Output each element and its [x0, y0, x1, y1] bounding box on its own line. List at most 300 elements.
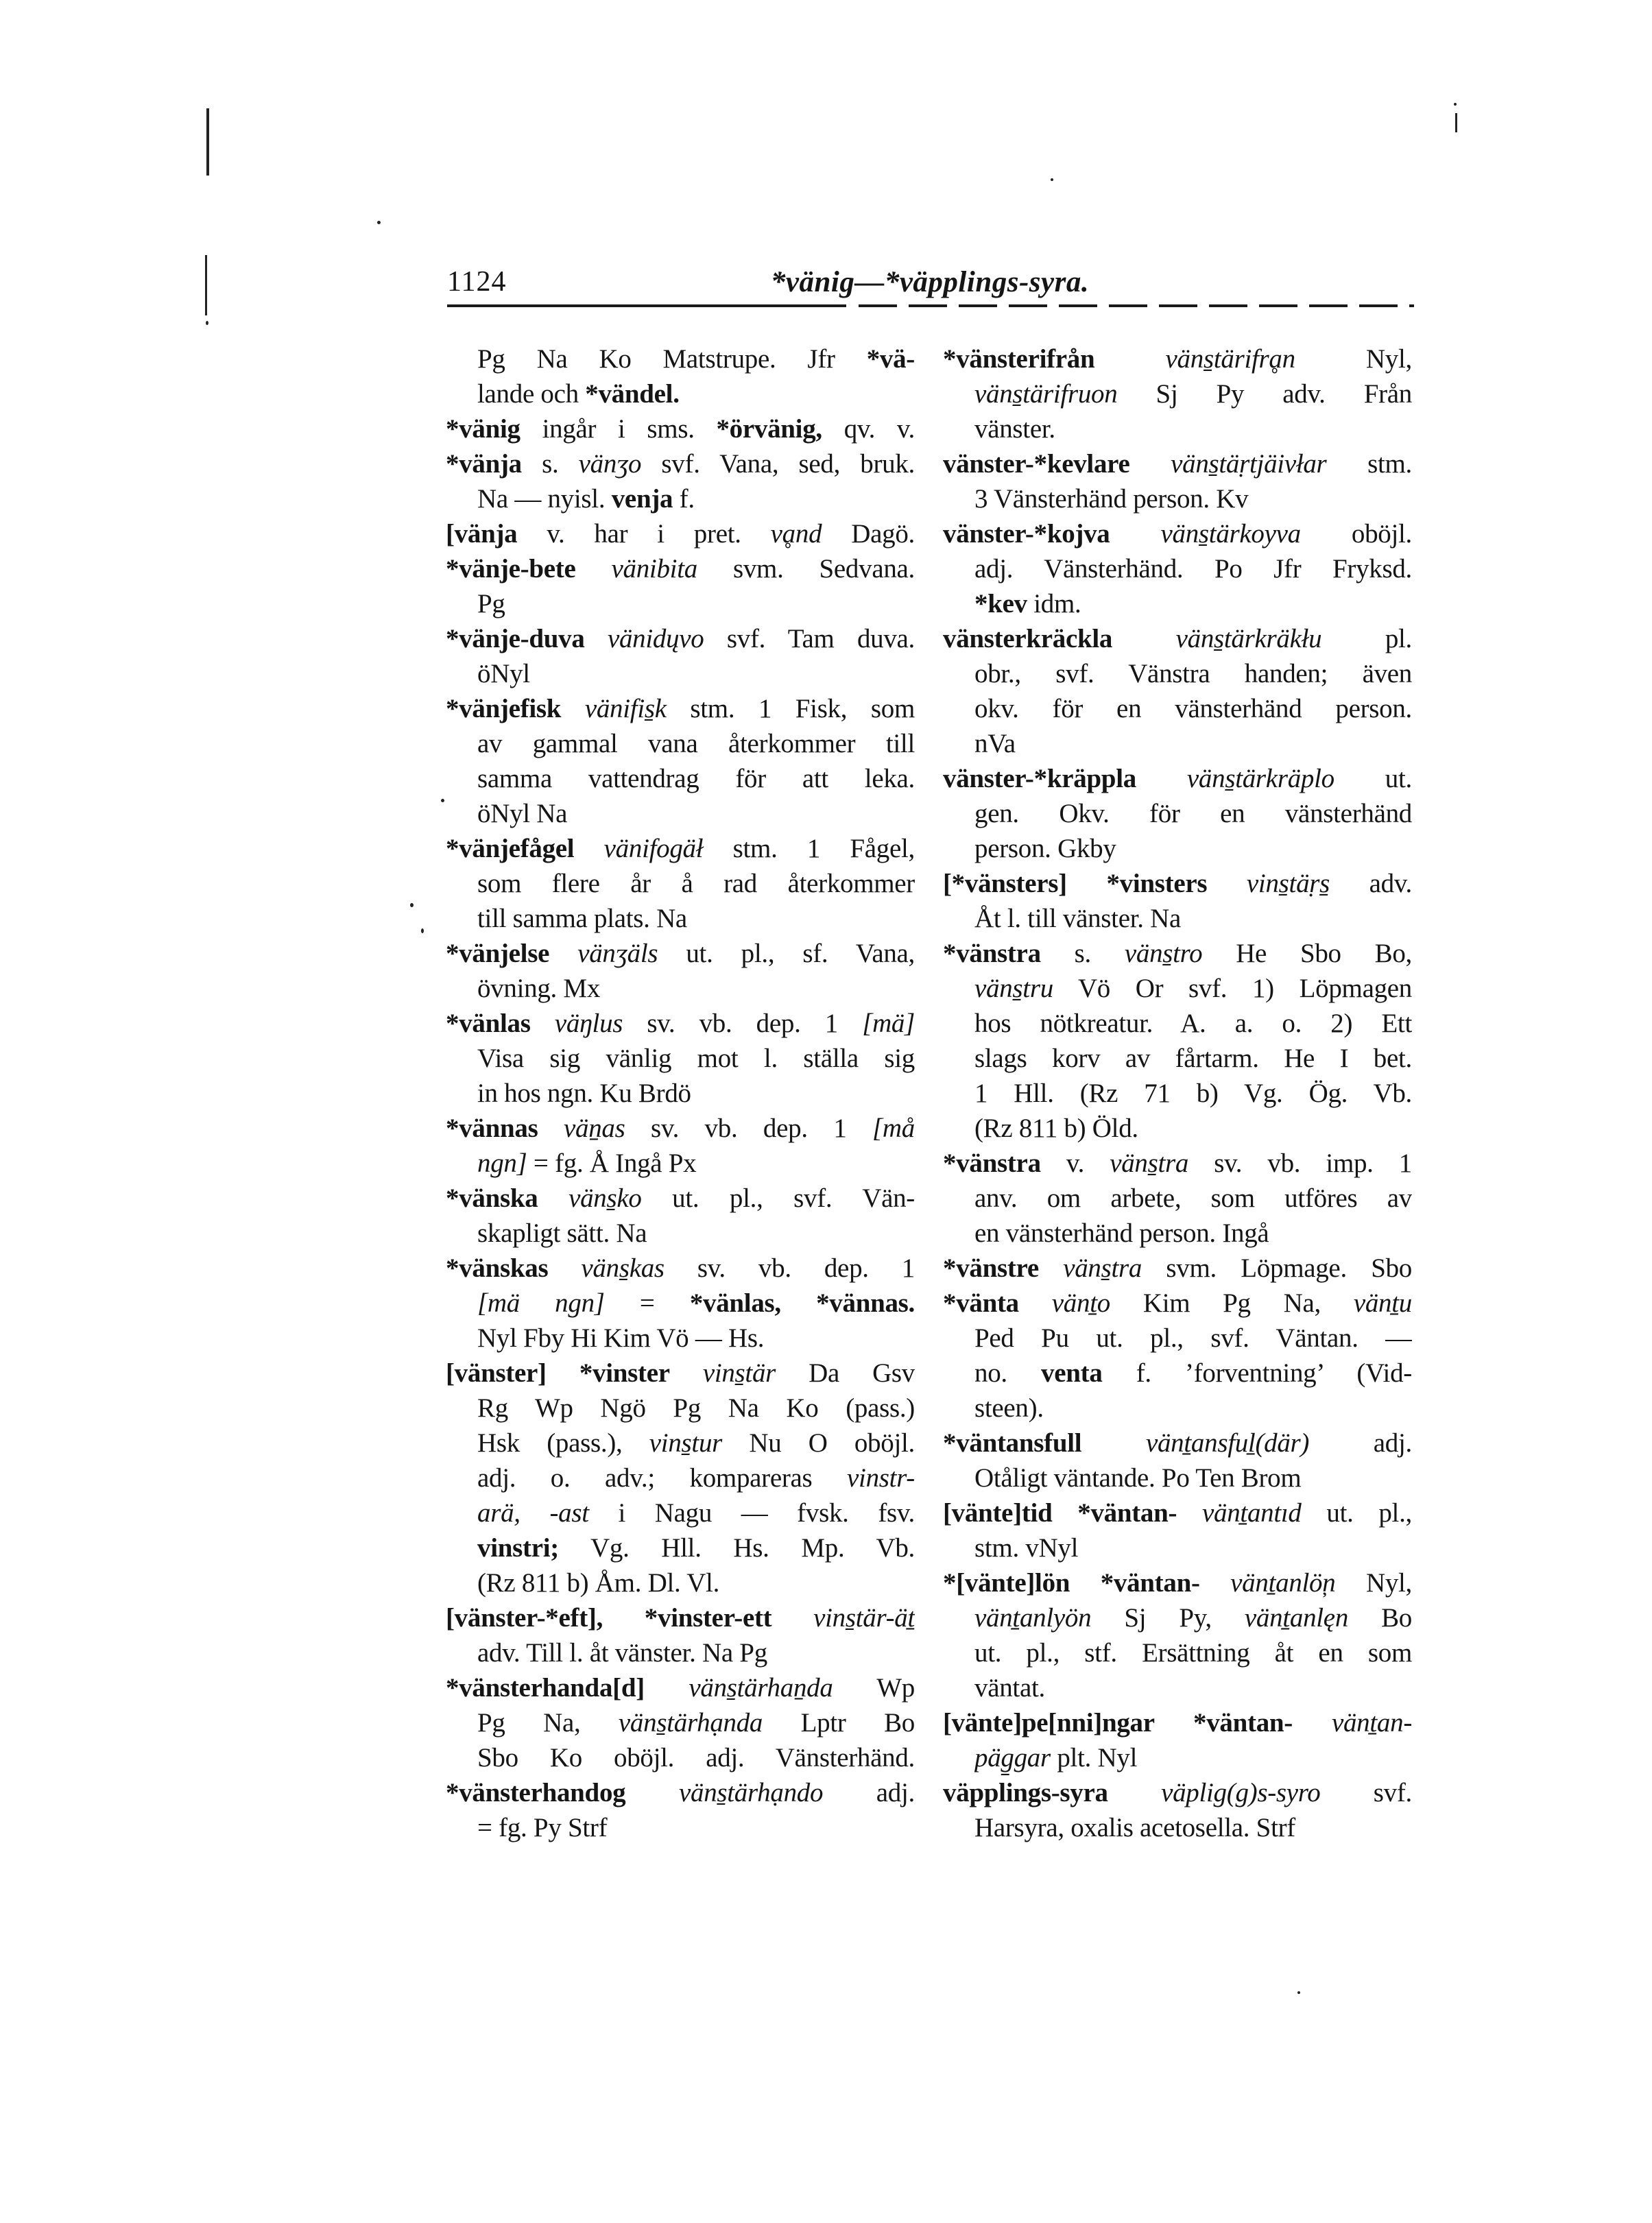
entry-line: [974, 901, 1412, 936]
entry-line: [974, 1635, 1412, 1670]
entry-line: [477, 1740, 915, 1775]
headword-text: *vänsterifrån: [943, 344, 1095, 374]
body-text: [1136, 764, 1187, 793]
entry-line: [477, 1076, 915, 1111]
dictionary-entry: [446, 411, 915, 446]
body-text: en vänsterhänd person. Ingå: [974, 1218, 1269, 1248]
body-text: till samma plats. Na: [477, 904, 687, 933]
entry-line: [943, 866, 1412, 901]
body-text: Nyl,: [1335, 1568, 1412, 1598]
dictionary-entry: [446, 1006, 915, 1111]
body-text: Vg. Hll. Hs. Mp. Vb.: [558, 1533, 915, 1563]
entry-line: [974, 1356, 1412, 1391]
entry-line: [943, 1495, 1412, 1530]
phonetic-text: väns̱tru: [974, 974, 1053, 1003]
body-text: Nyl,: [1295, 344, 1412, 374]
body-text: [1200, 1568, 1231, 1598]
headword-text: *vänskas: [446, 1253, 549, 1283]
body-text: svf. Tam duva.: [704, 624, 915, 653]
entry-line: [943, 1146, 1412, 1181]
phonetic-text: vänifis̱k: [584, 694, 667, 723]
body-text: idm.: [1027, 589, 1081, 618]
headword-text: *vänsterhandog: [446, 1778, 626, 1807]
right-column: [943, 341, 1412, 1845]
entry-line: [974, 726, 1412, 761]
entry-line: [477, 761, 915, 796]
entry-line: [446, 936, 915, 971]
body-text: f.: [673, 484, 695, 514]
scan-artifact-dot: [1051, 178, 1053, 181]
phonetic-text: vänṯantıd: [1202, 1498, 1302, 1528]
body-text: Na — nyisl.: [477, 484, 612, 514]
phonetic-text: vänʒäls: [577, 939, 658, 968]
body-text: s.: [1040, 939, 1125, 968]
headword-text: vinstri;: [477, 1533, 559, 1563]
entry-line: [477, 1321, 915, 1356]
dictionary-entry: [943, 446, 1412, 516]
headword-text: *vänjelse: [446, 939, 550, 968]
entry-line: [974, 1740, 1412, 1775]
entry-line: [974, 1461, 1412, 1495]
entry-line: [446, 1251, 915, 1286]
headword-text: [vänja: [446, 519, 518, 549]
entry-line: [446, 516, 915, 551]
entry-line: [974, 1600, 1412, 1635]
body-text: Hsk (pass.),: [477, 1428, 649, 1458]
entry-line: [974, 1076, 1412, 1111]
dictionary-entry: [943, 1251, 1412, 1286]
headword-text: *vänstra: [943, 939, 1041, 968]
entry-line: [974, 1530, 1412, 1565]
entry-line: [974, 551, 1412, 586]
entry-line: [974, 481, 1412, 516]
entry-line: [974, 1810, 1412, 1845]
phonetic-text: vins̱tär-äṯ: [813, 1603, 915, 1633]
body-text: qv. v.: [822, 414, 915, 444]
phonetic-text: väns̱tärkräkłu: [1175, 624, 1322, 653]
body-text: Nu O oböjl.: [722, 1428, 915, 1458]
phonetic-text: väns̱tro: [1124, 939, 1203, 968]
body-text: Nyl Fby Hi Kim Vö — Hs.: [477, 1323, 765, 1353]
body-text: öNyl: [477, 659, 530, 688]
headword-text: *vänja: [446, 449, 522, 479]
body-text: Da Gsv: [776, 1358, 915, 1388]
body-text: Sj Py adv. Från: [1117, 379, 1412, 409]
entry-line: [477, 1810, 915, 1845]
phonetic-text: ngn]: [477, 1149, 527, 1178]
body-text: [548, 1253, 581, 1283]
dictionary-entry: [943, 761, 1412, 866]
scan-artifact-dot: [1454, 103, 1457, 106]
phonetic-text: vänṯanlęn: [1244, 1603, 1349, 1633]
body-text: adv. Till l. åt vänster. Na Pg: [477, 1638, 767, 1668]
headword-text: *vänlas, *vännas.: [689, 1288, 915, 1318]
entry-line: [477, 656, 915, 691]
body-text: Rg Wp Ngö Pg Na Ko (pass.): [477, 1393, 915, 1423]
dictionary-entry: [943, 866, 1412, 936]
entry-line: [446, 1006, 915, 1041]
phonetic-text: vänidųvo: [607, 624, 704, 653]
body-text: svm. Sedvana.: [697, 554, 915, 584]
headword-text: [*vänsters] *vinsters: [943, 869, 1208, 898]
body-text: obr., svf. Vänstra handen; även: [974, 659, 1412, 688]
body-text: [625, 1778, 679, 1807]
entry-line: [446, 1670, 915, 1705]
body-text: [575, 554, 611, 584]
body-text: Sj Py,: [1091, 1603, 1245, 1633]
body-text: adj. o. adv.; kompareras: [477, 1463, 848, 1493]
body-text: lande och: [477, 379, 586, 409]
entry-line: [477, 796, 915, 831]
entry-line: [974, 1041, 1412, 1076]
entry-line: [477, 1635, 915, 1670]
phonetic-text: arä, -ast: [477, 1498, 589, 1528]
entry-line: [446, 1775, 915, 1810]
dictionary-entry: [446, 516, 915, 551]
entry-line: [477, 901, 915, 936]
dictionary-entry: [446, 551, 915, 621]
phonetic-text: vänṯu: [1353, 1288, 1412, 1318]
entry-line: [974, 831, 1412, 866]
entry-line: [477, 1461, 915, 1495]
headword-text: *vänstra: [943, 1149, 1041, 1178]
entry-line: [446, 691, 915, 726]
body-text: stm. 1 Fisk, som: [666, 694, 915, 723]
header-rule-dashed-segment: [859, 304, 1414, 307]
entry-line: [477, 1146, 915, 1181]
entry-line: [974, 586, 1412, 621]
body-text: [531, 1009, 555, 1038]
phonetic-text: vinstr-: [847, 1463, 915, 1493]
body-text: sv. vb. imp. 1: [1188, 1149, 1412, 1178]
entry-line: [446, 1181, 915, 1216]
body-text: [1129, 449, 1171, 479]
headword-text: *vänsterhanda[d]: [446, 1673, 645, 1703]
entry-line: [943, 1565, 1412, 1600]
dictionary-entry: [943, 341, 1412, 446]
body-text: Pg Na,: [477, 1708, 619, 1738]
headword-text: väpplings-syra: [943, 1778, 1108, 1807]
entry-line: [974, 1181, 1412, 1216]
body-text: ut. pl., svf. Vän-: [641, 1183, 915, 1213]
phonetic-text: [mä]: [862, 1009, 915, 1038]
headword-text: vänster-*kevlare: [943, 449, 1130, 479]
body-text: skapligt sätt. Na: [477, 1218, 647, 1248]
entry-line: [446, 446, 915, 481]
entry-line: [446, 831, 915, 866]
entry-line: [974, 411, 1412, 446]
body-text: 1 Hll. (Rz 71 b) Vg. Ög. Vb.: [974, 1079, 1412, 1108]
body-text: adj.: [823, 1778, 915, 1807]
dictionary-entry: [446, 1251, 915, 1356]
body-text: gen. Okv. för en vänsterhänd: [974, 799, 1412, 828]
entry-line: [974, 691, 1412, 726]
body-text: hos nötkreatur. A. a. o. 2) Ett: [974, 1009, 1412, 1038]
headword-text: venja: [611, 484, 673, 514]
headword-text: *vännas: [446, 1114, 538, 1143]
dictionary-entry: [943, 1146, 1412, 1251]
body-text: v.: [1040, 1149, 1110, 1178]
body-text: [538, 1183, 568, 1213]
body-text: [1112, 624, 1175, 653]
header-rule-solid-segment: [447, 304, 846, 307]
body-text: Lptr Bo: [763, 1708, 915, 1738]
headword-text: *vä-: [866, 344, 915, 374]
headword-text: *vänjefågel: [446, 834, 575, 863]
entry-line: [477, 1530, 915, 1565]
entry-line: [943, 446, 1412, 481]
phonetic-text: vänifogäł: [603, 834, 704, 863]
phonetic-text: vänʒo: [578, 449, 642, 479]
entry-line: [943, 341, 1412, 376]
body-text: Pg Na Ko Matstrupe. Jfr: [477, 344, 867, 374]
body-text: pl.: [1321, 624, 1412, 653]
headword-text: venta: [1041, 1358, 1103, 1388]
headword-text: *vänlas: [446, 1009, 531, 1038]
phonetic-text: vins̱täṛs̱: [1246, 869, 1330, 898]
body-text: [1094, 344, 1165, 374]
headword-text: *vänje-bete: [446, 554, 576, 584]
dictionary-entry: [943, 516, 1412, 621]
phonetic-text: vänṯanlö̦n: [1230, 1568, 1336, 1598]
body-text: svf. Vana, sed, bruk.: [641, 449, 915, 479]
phonetic-text: väŋlus: [554, 1009, 623, 1038]
body-text: övning. Mx: [477, 974, 601, 1003]
headword-text: *örvänig,: [716, 414, 822, 444]
body-text: nVa: [974, 729, 1016, 758]
dictionary-entry: [446, 1775, 915, 1845]
body-text: v. har i pret.: [517, 519, 771, 549]
headword-text: vänsterkräckla: [943, 624, 1113, 653]
phonetic-text: väns̱tra: [1063, 1253, 1142, 1283]
phonetic-text: [må: [872, 1114, 915, 1143]
body-text: ut. pl.,: [1301, 1498, 1412, 1528]
body-text: person. Gkby: [974, 834, 1116, 863]
entry-line: [974, 796, 1412, 831]
body-text: ut. pl., sf. Vana,: [658, 939, 915, 968]
entry-line: [943, 1426, 1412, 1461]
headword-text: *vänje-duva: [446, 624, 585, 653]
body-text: Visa sig vänlig mot l. ställa sig: [477, 1044, 915, 1073]
body-text: (Rz 811 b) Åm. Dl. Vl.: [477, 1568, 720, 1598]
entry-line: [477, 586, 915, 621]
headword-text: *vänig: [446, 414, 520, 444]
entry-line: [446, 621, 915, 656]
entry-line: [974, 1006, 1412, 1041]
body-text: väntat.: [974, 1673, 1045, 1703]
entry-line: [974, 376, 1412, 411]
entry-line: [943, 761, 1412, 796]
phonetic-text: päg̱gar: [974, 1743, 1051, 1773]
body-text: svm. Löpmage. Sbo: [1142, 1253, 1412, 1283]
headword-text: *vänstre: [943, 1253, 1039, 1283]
body-text: [1293, 1708, 1332, 1738]
body-text: [771, 1603, 813, 1633]
phonetic-text: vänṯan-: [1331, 1708, 1412, 1738]
entry-line: [477, 1565, 915, 1600]
body-text: ut.: [1334, 764, 1412, 793]
entry-line: [943, 1775, 1412, 1810]
phonetic-text: väns̱ko: [568, 1183, 642, 1213]
entry-line: [477, 866, 915, 901]
body-text: in hos ngn. Ku Brdö: [477, 1079, 691, 1108]
headword-text: *vänjefisk: [446, 694, 562, 723]
body-text: no.: [974, 1358, 1042, 1388]
scan-artifact-line: [205, 255, 207, 315]
headword-text: vänster-*kojva: [943, 519, 1110, 549]
entry-line: [477, 376, 915, 411]
headword-text: *vänska: [446, 1183, 538, 1213]
body-text: stm. vNyl: [974, 1533, 1079, 1563]
body-text: Sbo Ko oböjl. adj. Vänsterhänd.: [477, 1743, 915, 1773]
scan-artifact-line: [1455, 113, 1457, 132]
body-text: slags korv av fårtarm. He I bet.: [974, 1044, 1412, 1073]
entry-line: [943, 1705, 1412, 1740]
dictionary-entry: [943, 1775, 1412, 1845]
phonetic-text: väns̱tra: [1110, 1149, 1189, 1178]
body-text: [1108, 1778, 1161, 1807]
body-text: okv. för en vänsterhänd person.: [974, 694, 1412, 723]
phonetic-text: väṉas: [564, 1114, 625, 1143]
dictionary-entry: [446, 1670, 915, 1775]
page-number: 1124: [447, 266, 507, 298]
body-text: adv.: [1330, 869, 1412, 898]
body-text: av gammal vana återkommer till: [477, 729, 915, 758]
body-text: anv. om arbete, som utföres av: [974, 1183, 1412, 1213]
dictionary-entry: [943, 1565, 1412, 1705]
body-text: [645, 1673, 689, 1703]
body-text: Pg: [477, 589, 505, 618]
entry-line: [943, 1251, 1412, 1286]
dictionary-entry: [446, 621, 915, 691]
entry-line: [446, 1600, 915, 1635]
phonetic-text: väns̱tärifrḁn: [1165, 344, 1295, 374]
body-text: s.: [521, 449, 579, 479]
body-text: Bo: [1348, 1603, 1412, 1633]
entry-line: [477, 1495, 915, 1530]
dictionary-entry: [943, 936, 1412, 1146]
phonetic-text: vḁnd: [770, 519, 822, 549]
headword-text: [vänte]tid *väntan-: [943, 1498, 1177, 1528]
entry-line: [943, 516, 1412, 551]
entry-line: [477, 1041, 915, 1076]
scan-artifact-dot: [206, 321, 208, 325]
body-text: [574, 834, 603, 863]
body-text: steen).: [974, 1393, 1044, 1423]
entry-line: [943, 1286, 1412, 1321]
entry-line: [446, 1111, 915, 1146]
body-text: Harsyra, oxalis acetosella. Strf: [974, 1813, 1295, 1842]
body-text: (Rz 811 b) Öld.: [974, 1114, 1138, 1143]
headword-text: [vänster] *vinster: [446, 1358, 670, 1388]
body-text: samma vattendrag för att leka.: [477, 764, 915, 793]
phonetic-text: väns̱tärkräplo: [1186, 764, 1334, 793]
entry-line: [974, 1321, 1412, 1356]
body-text: sv. vb. dep. 1: [664, 1253, 915, 1283]
phonetic-text: väns̱tärhạnda: [618, 1708, 763, 1738]
entry-line: [974, 1391, 1412, 1426]
entry-line: [974, 971, 1412, 1006]
phonetic-text: väns̱tärhạndo: [678, 1778, 824, 1807]
body-text: =: [604, 1288, 690, 1318]
entry-line: [943, 621, 1412, 656]
entry-line: [446, 411, 915, 446]
headword-text: *[vänte]lön *väntan-: [943, 1568, 1200, 1598]
scan-artifact-dot: [441, 799, 444, 802]
dictionary-entry: [943, 1286, 1412, 1426]
body-text: sv. vb. dep. 1: [625, 1114, 873, 1143]
dictionary-entry: [446, 936, 915, 1006]
body-text: stm. 1 Fågel,: [703, 834, 915, 863]
headword-text: [vänte]pe[nni]ngar *väntan-: [943, 1708, 1293, 1738]
headword-text: [vänster-*eft], *vinster-ett: [446, 1603, 772, 1633]
body-text: Ped Pu ut. pl., svf. Väntan. —: [974, 1323, 1412, 1353]
body-text: = fg. Py Strf: [477, 1813, 608, 1842]
dictionary-entry: [446, 831, 915, 936]
body-text: [1081, 1428, 1146, 1458]
body-text: Dagö.: [822, 519, 915, 549]
entry-line: [974, 1670, 1412, 1705]
body-text: [549, 939, 577, 968]
dictionary-entry: [943, 1705, 1412, 1775]
entry-line: [477, 1426, 915, 1461]
phonetic-text: vins̱tär: [702, 1358, 776, 1388]
scan-artifact-dot: [1297, 1991, 1300, 1994]
body-text: [1110, 519, 1161, 549]
entry-line: [477, 1286, 915, 1321]
body-text: Åt l. till vänster. Na: [974, 904, 1182, 933]
body-text: i Nagu — fvsk. fsv.: [588, 1498, 915, 1528]
entry-line: [974, 1111, 1412, 1146]
phonetic-text: vänṯanlyön: [974, 1603, 1092, 1633]
body-text: adj.: [1309, 1428, 1412, 1458]
entry-line: [477, 481, 915, 516]
body-text: [538, 1114, 564, 1143]
dictionary-entry: [446, 341, 915, 411]
body-text: oböjl.: [1300, 519, 1412, 549]
body-text: Kim Pg Na,: [1110, 1288, 1354, 1318]
phonetic-text: vins̱tur: [649, 1428, 723, 1458]
body-text: som flere år å rad återkommer: [477, 869, 915, 898]
body-text: 3 Vänsterhänd person. Kv: [974, 484, 1249, 514]
phonetic-text: väplig(g)s-syro: [1161, 1778, 1321, 1807]
body-text: [1039, 1253, 1063, 1283]
body-text: [585, 624, 608, 653]
header-rule: [447, 304, 1414, 308]
entry-line: [477, 1705, 915, 1740]
headword-text: *kev: [974, 589, 1027, 618]
body-text: plt. Nyl: [1050, 1743, 1138, 1773]
body-text: ut. pl., stf. Ersättning åt en som: [974, 1638, 1412, 1668]
entry-line: [477, 341, 915, 376]
scan-artifact-dot: [421, 928, 424, 933]
body-text: ingår i sms.: [520, 414, 717, 444]
phonetic-text: vänibita: [611, 554, 697, 584]
running-title: *vänig—*väpplings-syra.: [770, 266, 1090, 298]
body-text: [670, 1358, 703, 1388]
body-text: Wp: [833, 1673, 915, 1703]
phonetic-text: [mä ngn]: [477, 1288, 605, 1318]
dictionary-entry: [446, 1111, 915, 1181]
headword-text: *väntansfull: [943, 1428, 1082, 1458]
entry-line: [446, 551, 915, 586]
body-text: = fg. Å Ingå Px: [527, 1149, 697, 1178]
headword-text: *vänta: [943, 1288, 1019, 1318]
phonetic-text: vänṯansfuḻ(där): [1145, 1428, 1310, 1458]
phonetic-text: väns̱täṛtjäivłar: [1171, 449, 1327, 479]
left-column: [446, 341, 915, 1845]
dictionary-entry: [446, 446, 915, 516]
